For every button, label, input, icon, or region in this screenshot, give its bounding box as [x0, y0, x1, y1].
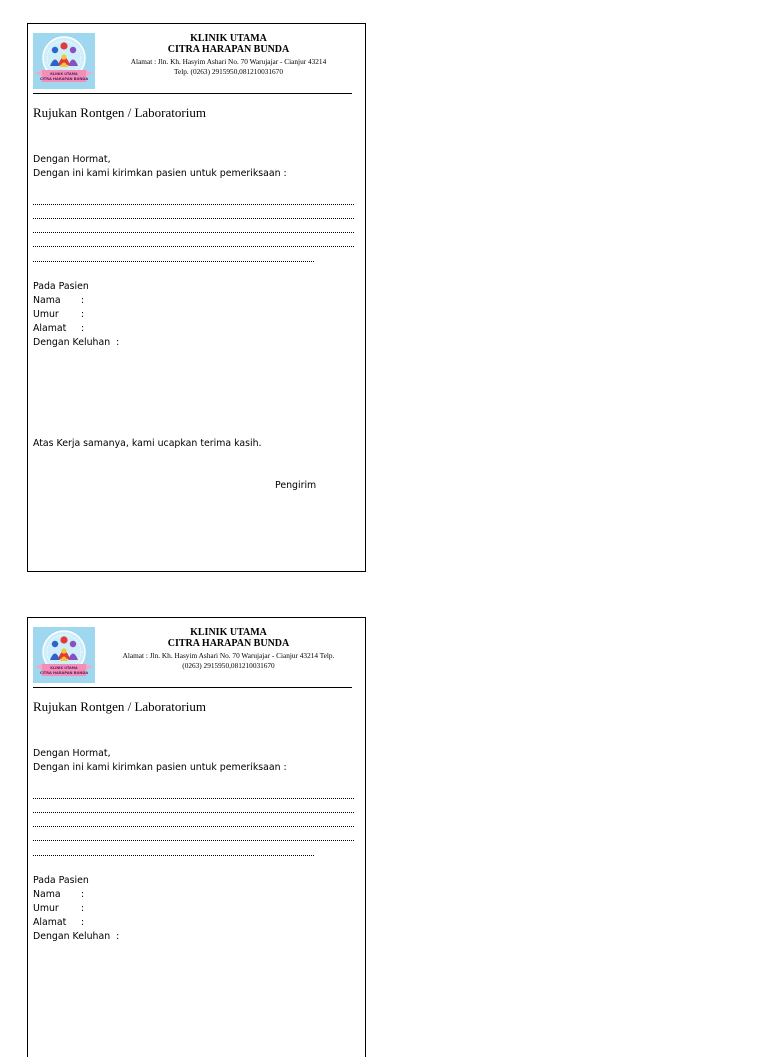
intro-text: Dengan ini kami kirimkan pasien untuk pemeriksaan :: [33, 762, 287, 773]
clinic-family-logo-icon: [33, 33, 95, 89]
greeting: Dengan Hormat,: [33, 748, 111, 759]
patient-name-row: [33, 294, 84, 308]
greeting: Dengan Hormat,: [33, 154, 111, 165]
letterhead: [98, 33, 359, 76]
logo-text-line1: KLINIK UTAMA: [50, 72, 78, 76]
logo-text-line2: CITRA HARAPAN BUNDA: [39, 77, 89, 81]
clinic-name-line1: KLINIK UTAMA: [190, 33, 267, 44]
form-title: Rujukan Rontgen / Laboratorium: [33, 699, 206, 714]
examination-line-3: [33, 232, 354, 233]
referral-form-1: [27, 23, 366, 572]
patient-address-colon: :: [81, 917, 85, 928]
examination-line-1: [33, 204, 354, 205]
clinic-address-line1: Alamat : Jln. Kh. Hasyim Ashari No. 70 Warujajar - Cianjur 43214 Telp.: [122, 651, 335, 660]
patient-address-colon: :: [81, 323, 85, 334]
logo-text-line2: CITRA HARAPAN BUNDA: [39, 671, 89, 675]
examination-line-2: [33, 218, 354, 219]
patient-age-row: [33, 308, 84, 322]
patient-age-label: Umur: [33, 903, 59, 914]
intro-text: Dengan ini kami kirimkan pasien untuk pemeriksaan :: [33, 168, 287, 179]
patient-address-label: Alamat: [33, 323, 67, 334]
sender-label: Pengirim: [275, 480, 317, 491]
patient-age-colon: :: [81, 309, 85, 320]
patient-age-row: [33, 902, 84, 916]
patient-age-label: Umur: [33, 309, 59, 320]
patient-name-label: Nama: [33, 295, 61, 306]
patient-age-colon: :: [81, 903, 85, 914]
patient-heading: Pada Pasien: [33, 875, 89, 886]
patient-complaint-label: Dengan Keluhan: [33, 337, 111, 348]
logo-text-line1: KLINIK UTAMA: [50, 666, 78, 670]
patient-name-label: Nama: [33, 889, 61, 900]
letterhead-divider: [33, 687, 352, 688]
clinic-name-line2: CITRA HARAPAN BUNDA: [167, 638, 290, 649]
examination-line-4: [33, 246, 354, 247]
referral-form-2: [27, 617, 366, 1057]
form-title: Rujukan Rontgen / Laboratorium: [33, 105, 206, 120]
examination-line-1: [33, 798, 354, 799]
patient-name-colon: :: [81, 295, 85, 306]
patient-address-row: [33, 916, 84, 930]
patient-complaint-row: [33, 336, 119, 350]
clinic-family-logo-icon: [33, 627, 95, 683]
patient-address-label: Alamat: [33, 917, 67, 928]
examination-line-2: [33, 812, 354, 813]
examination-line-5: [33, 855, 314, 856]
examination-line-5: [33, 261, 314, 262]
examination-line-3: [33, 826, 354, 827]
patient-name-row: [33, 888, 84, 902]
patient-complaint-row: [33, 930, 119, 944]
letterhead-divider: [33, 93, 352, 94]
clinic-address-line2: Telp. (0263) 2915950,081210031670: [174, 66, 283, 76]
patient-name-colon: :: [81, 889, 85, 900]
letterhead: [98, 627, 359, 670]
patient-heading: Pada Pasien: [33, 281, 89, 292]
patient-complaint-colon: :: [116, 337, 120, 348]
clinic-address-line1: Alamat : Jln. Kh. Hasyim Ashari No. 70 Warujajar - Cianjur 43214: [130, 57, 327, 66]
patient-address-row: [33, 322, 84, 336]
clinic-name-line1: KLINIK UTAMA: [190, 627, 267, 638]
examination-line-4: [33, 840, 354, 841]
clinic-name-line2: CITRA HARAPAN BUNDA: [167, 44, 290, 55]
patient-complaint-label: Dengan Keluhan: [33, 931, 111, 942]
closing-text: Atas Kerja samanya, kami ucapkan terima kasih.: [33, 438, 262, 449]
patient-complaint-colon: :: [116, 931, 120, 942]
clinic-address-line2: (0263) 2915950,081210031670: [182, 660, 275, 670]
